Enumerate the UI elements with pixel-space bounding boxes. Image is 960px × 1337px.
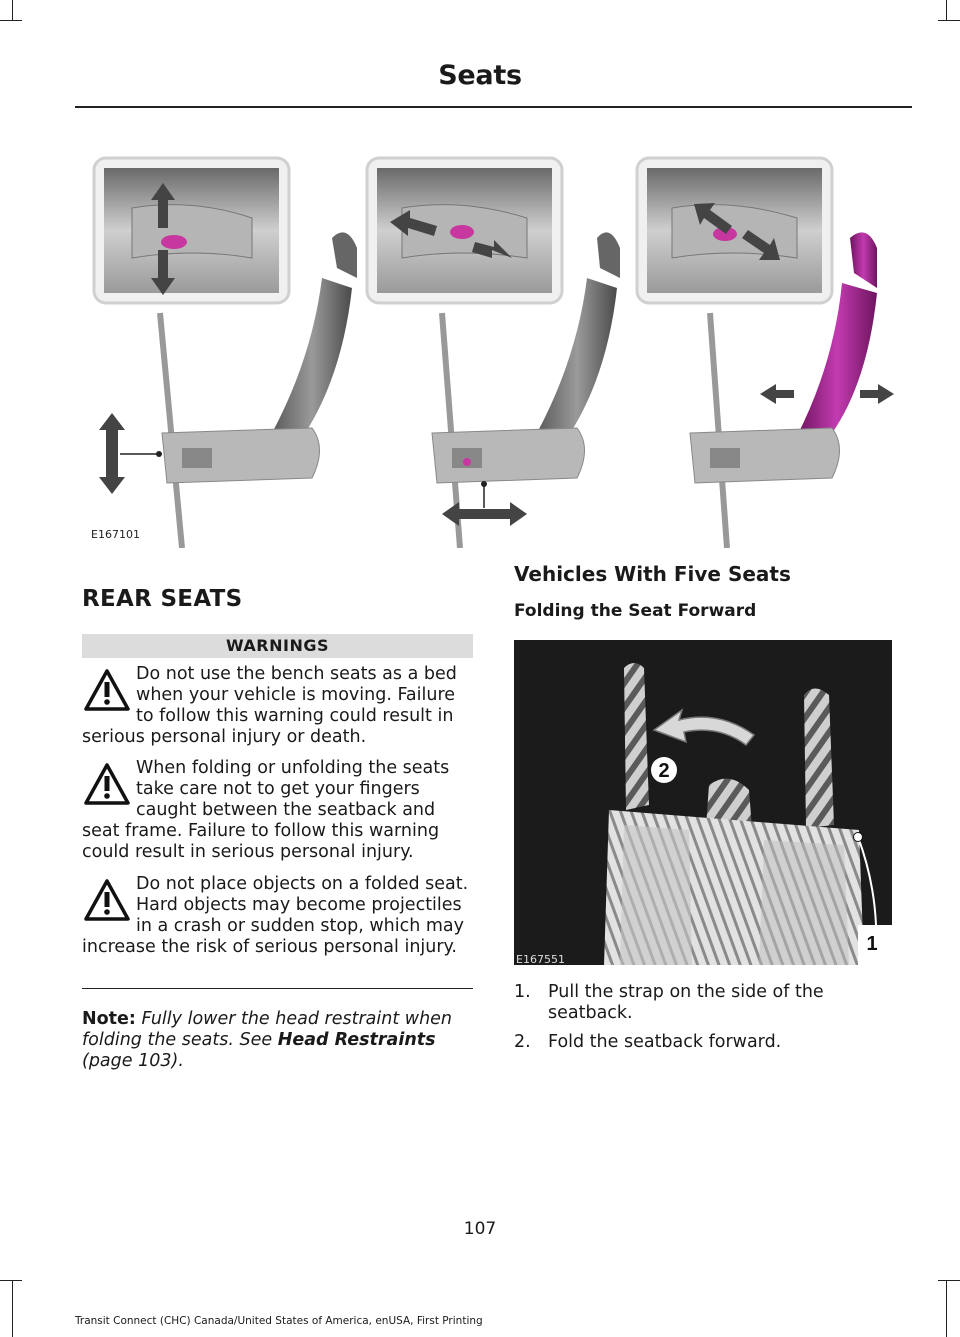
page-number: 107 <box>463 1219 497 1239</box>
footer-text: Transit Connect (CHC) Canada/United States of America, enUSA, First Printing <box>75 1315 483 1327</box>
step-item <box>514 1032 894 1053</box>
step-text: Fold the seatback forward. <box>548 1032 782 1052</box>
note-label: Note: <box>82 1009 136 1029</box>
callout-2-label: 2 <box>658 760 670 782</box>
step-item <box>514 982 894 1024</box>
crop-mark <box>938 20 960 21</box>
header-divider <box>75 106 912 108</box>
warning-text: Do not place objects on a folded seat. Hard objects may become projectiles in a crash or sudden stop, which may increase the risk of serious personal injury. <box>82 874 469 957</box>
section-heading: REAR SEATS <box>82 586 243 612</box>
note-text: Fully lower the head restraint when folding the seats. See <box>82 1009 453 1050</box>
crop-mark <box>946 0 947 20</box>
warning-item <box>82 874 474 958</box>
warning-text: When folding or unfolding the seats take care not to get your fingers caught between the seatback and seat frame. Failure to follow this warning could result in serious personal injury. <box>82 758 450 862</box>
callout-1-label: 1 <box>866 933 878 955</box>
warnings-divider <box>82 988 473 989</box>
page-reference: (page 103). <box>82 1051 184 1071</box>
crop-mark <box>946 1280 947 1337</box>
warning-item <box>82 664 474 748</box>
subsection-heading: Folding the Seat Forward <box>514 601 757 621</box>
crop-mark <box>0 20 22 21</box>
seat-height-illustration <box>94 158 357 548</box>
figure-code: E167101 <box>91 528 140 541</box>
step-text: Pull the strap on the side of the seatback. <box>548 982 824 1023</box>
crop-mark <box>0 1280 22 1281</box>
step-number: 1. <box>514 982 531 1002</box>
warning-triangle-icon <box>82 666 132 716</box>
crop-mark <box>12 0 13 20</box>
warning-triangle-icon <box>82 760 132 810</box>
section-heading: Vehicles With Five Seats <box>514 562 791 586</box>
seat-fore-aft-illustration <box>367 158 620 548</box>
seat-adjustment-figure <box>82 148 912 548</box>
crop-mark <box>12 1280 13 1337</box>
page-title: Seats <box>438 60 522 91</box>
crop-mark <box>938 1280 960 1281</box>
head-restraints-link[interactable]: Head Restraints <box>277 1030 436 1050</box>
step-number: 2. <box>514 1032 531 1052</box>
note <box>82 1009 474 1072</box>
figure-code: E167551 <box>516 953 565 966</box>
warning-item <box>82 758 474 863</box>
seatback-recline-illustration <box>637 158 894 548</box>
warning-triangle-icon <box>82 876 132 926</box>
fold-seat-figure <box>514 640 892 965</box>
warning-text: Do not use the bench seats as a bed when your vehicle is moving. Failure to follow this warning could result in serious personal injury or death. <box>82 664 457 747</box>
warnings-heading: WARNINGS <box>82 634 473 658</box>
